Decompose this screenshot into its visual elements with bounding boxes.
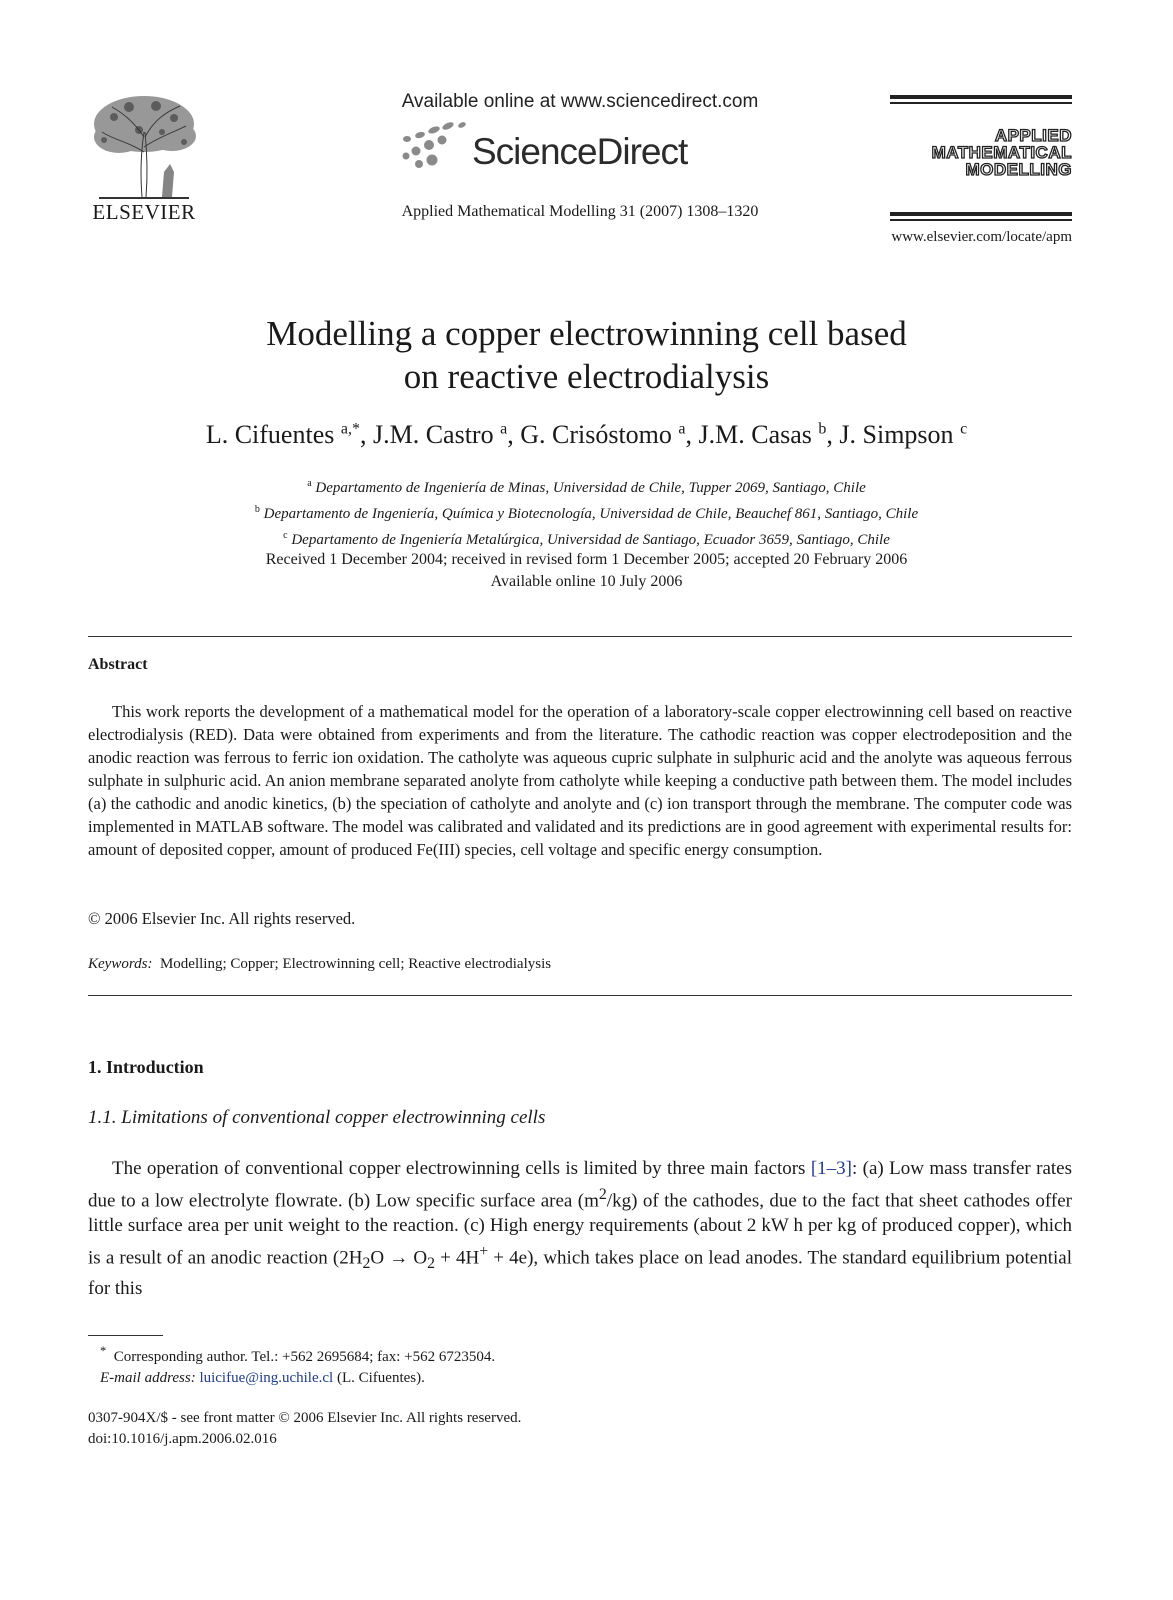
intro-body	[88, 1156, 1072, 1302]
affiliations	[80, 473, 1093, 551]
author-affiliation-mark: a	[678, 420, 686, 438]
author-name[interactable]: G. Crisóstomo	[520, 420, 672, 449]
keywords	[88, 956, 551, 973]
author-affiliation-mark: b	[818, 420, 827, 438]
abstract-paragraph: This work reports the development of a mathematical model for the operation of a laboratory-scale copper electrowinning cell based on reactive electrodialysis (RED). Data were obtained from experiments and from the literature. The cathodic reaction was copper electrodeposition and the anodic reaction was ferrous to ferric ion oxidation. The catholyte was aqueous cupric sulphate in sulphuric acid and the anolyte was aqueous ferrous sulphate in sulphuric acid. An anion membrane separated anolyte from catholyte while keeping a conductive path between them. The model includes (a) the cathodic and anodic kinetics, (b) the speciation of catholyte and anolyte and (c) ion transport through the membrane. The computer code was implemented in MATLAB software. The model was calibrated and validated and its predictions are in good agreement with experimental results for: amount of deposited copper, amount of produced Fe(III) species, cell voltage and specific energy consumption.	[88, 702, 1072, 859]
author-affiliation-mark: c	[960, 420, 968, 438]
sciencedirect-dots-icon	[398, 120, 468, 172]
available-online-text[interactable]: Available online at www.sciencedirect.com	[401, 91, 759, 112]
title-line: on reactive electrodialysis	[403, 357, 770, 396]
corresponding-author-footnote	[100, 1341, 495, 1389]
author-name[interactable]: L. Cifuentes	[205, 420, 335, 449]
journal-logo-rule	[890, 212, 1072, 216]
citation-link[interactable]: [1–3]	[810, 1158, 852, 1179]
email-link[interactable]: luicifue@ing.uchile.cl	[199, 1370, 334, 1386]
available-online-date: Available online 10 July 2006	[490, 573, 683, 590]
sciencedirect-wordmark: ScienceDirect	[472, 131, 688, 172]
abstract-copyright: © 2006 Elsevier Inc. All rights reserved.	[88, 909, 356, 928]
journal-logo	[886, 127, 1072, 178]
author-name[interactable]: J. Simpson	[839, 420, 954, 449]
section-divider	[88, 995, 1072, 996]
title-line: Modelling a copper electrowinning cell based	[266, 314, 907, 353]
author-affiliation-mark: a,*	[340, 420, 360, 438]
journal-logo-rule	[890, 102, 1072, 104]
affiliation-line: $^c$ Departamento de Ingeniería Metalúrgica, Universidad de Santiago, Ecuador 3659, Santiago, Chile	[283, 530, 890, 548]
front-matter	[88, 1408, 521, 1450]
affiliation-line: $^a$ Departamento de Ingeniería de Minas, Universidad de Chile, Tupper 2069, Santiago, Chile	[307, 478, 866, 496]
journal-url-link[interactable]: www.elsevier.com/locate/apm	[891, 229, 1072, 245]
journal-logo-line: MODELLING	[965, 160, 1072, 179]
subsection-heading: 1.1. Limitations of conventional copper electrowinning cells	[88, 1107, 546, 1128]
footnote-line: * Corresponding author. Tel.: +562 2695684; fax: +562 6723504.	[100, 1344, 496, 1365]
front-matter-line: 0307-904X/$ - see front matter © 2006 Elsevier Inc. All rights reserved.	[88, 1410, 522, 1426]
keywords-list: Modelling; Copper; Electrowinning cell; Reactive electrodialysis	[159, 956, 552, 972]
received-dates: Received 1 December 2004; received in revised form 1 December 2005; accepted 20 February 2006	[265, 551, 908, 568]
author-name[interactable]: J.M. Casas	[698, 420, 812, 449]
journal-citation: Applied Mathematical Modelling 31 (2007) 1308–1320	[401, 203, 759, 220]
publication-dates	[80, 549, 1093, 593]
abstract-heading: Abstract	[88, 656, 148, 673]
author-list: L. Cifuentes $^{a,*}$, J.M. Castro $^a$, G. Crisóstomo $^a$, J.M. Casas $^b$, J. Simpson $^c$	[205, 420, 968, 449]
paper-title	[130, 312, 1043, 398]
affiliation-line: $^b$ Departamento de Ingeniería, Química y Biotecnología, Universidad de Chile, Beauchef 861, Santiago, Chile	[254, 504, 919, 522]
keywords-label: Keywords:	[88, 956, 153, 972]
publisher-wordmark: ELSEVIER	[92, 200, 196, 224]
doi[interactable]: doi:10.1016/j.apm.2006.02.016	[88, 1431, 277, 1447]
author-name[interactable]: J.M. Castro	[372, 420, 494, 449]
journal-logo-line: MATHEMATICAL	[931, 143, 1072, 162]
section-heading: 1. Introduction	[88, 1057, 204, 1077]
journal-logo-line: APPLIED	[994, 126, 1072, 145]
journal-logo-rule	[890, 95, 1072, 99]
footnote-line: E-mail address: luicifue@ing.uchile.cl (L. Cifuentes).	[100, 1370, 425, 1386]
author-affiliation-mark: a	[500, 420, 508, 438]
section-divider	[88, 636, 1072, 637]
abstract-body	[88, 700, 1072, 861]
footnote-rule	[88, 1335, 163, 1336]
journal-logo-rule	[890, 219, 1072, 221]
intro-paragraph: The operation of conventional copper electrowinning cells is limited by three main factors [1–3]: (a) Low mass transfer rates due to a low electrolyte flowrate. (b) Low specific surface area $(m^2/kg)$ of the cathodes, due to the fact that sheet cathodes offer little surface area per unit weight to the reaction. (c) High energy requirements (about 2 kW h per kg of produced copper), which is a result of an anodic reaction $(2H_2O \to O_2 + 4H^+ + 4e)$, which takes place on lead anodes. The standard equilibrium potential for this	[88, 1158, 1072, 1300]
